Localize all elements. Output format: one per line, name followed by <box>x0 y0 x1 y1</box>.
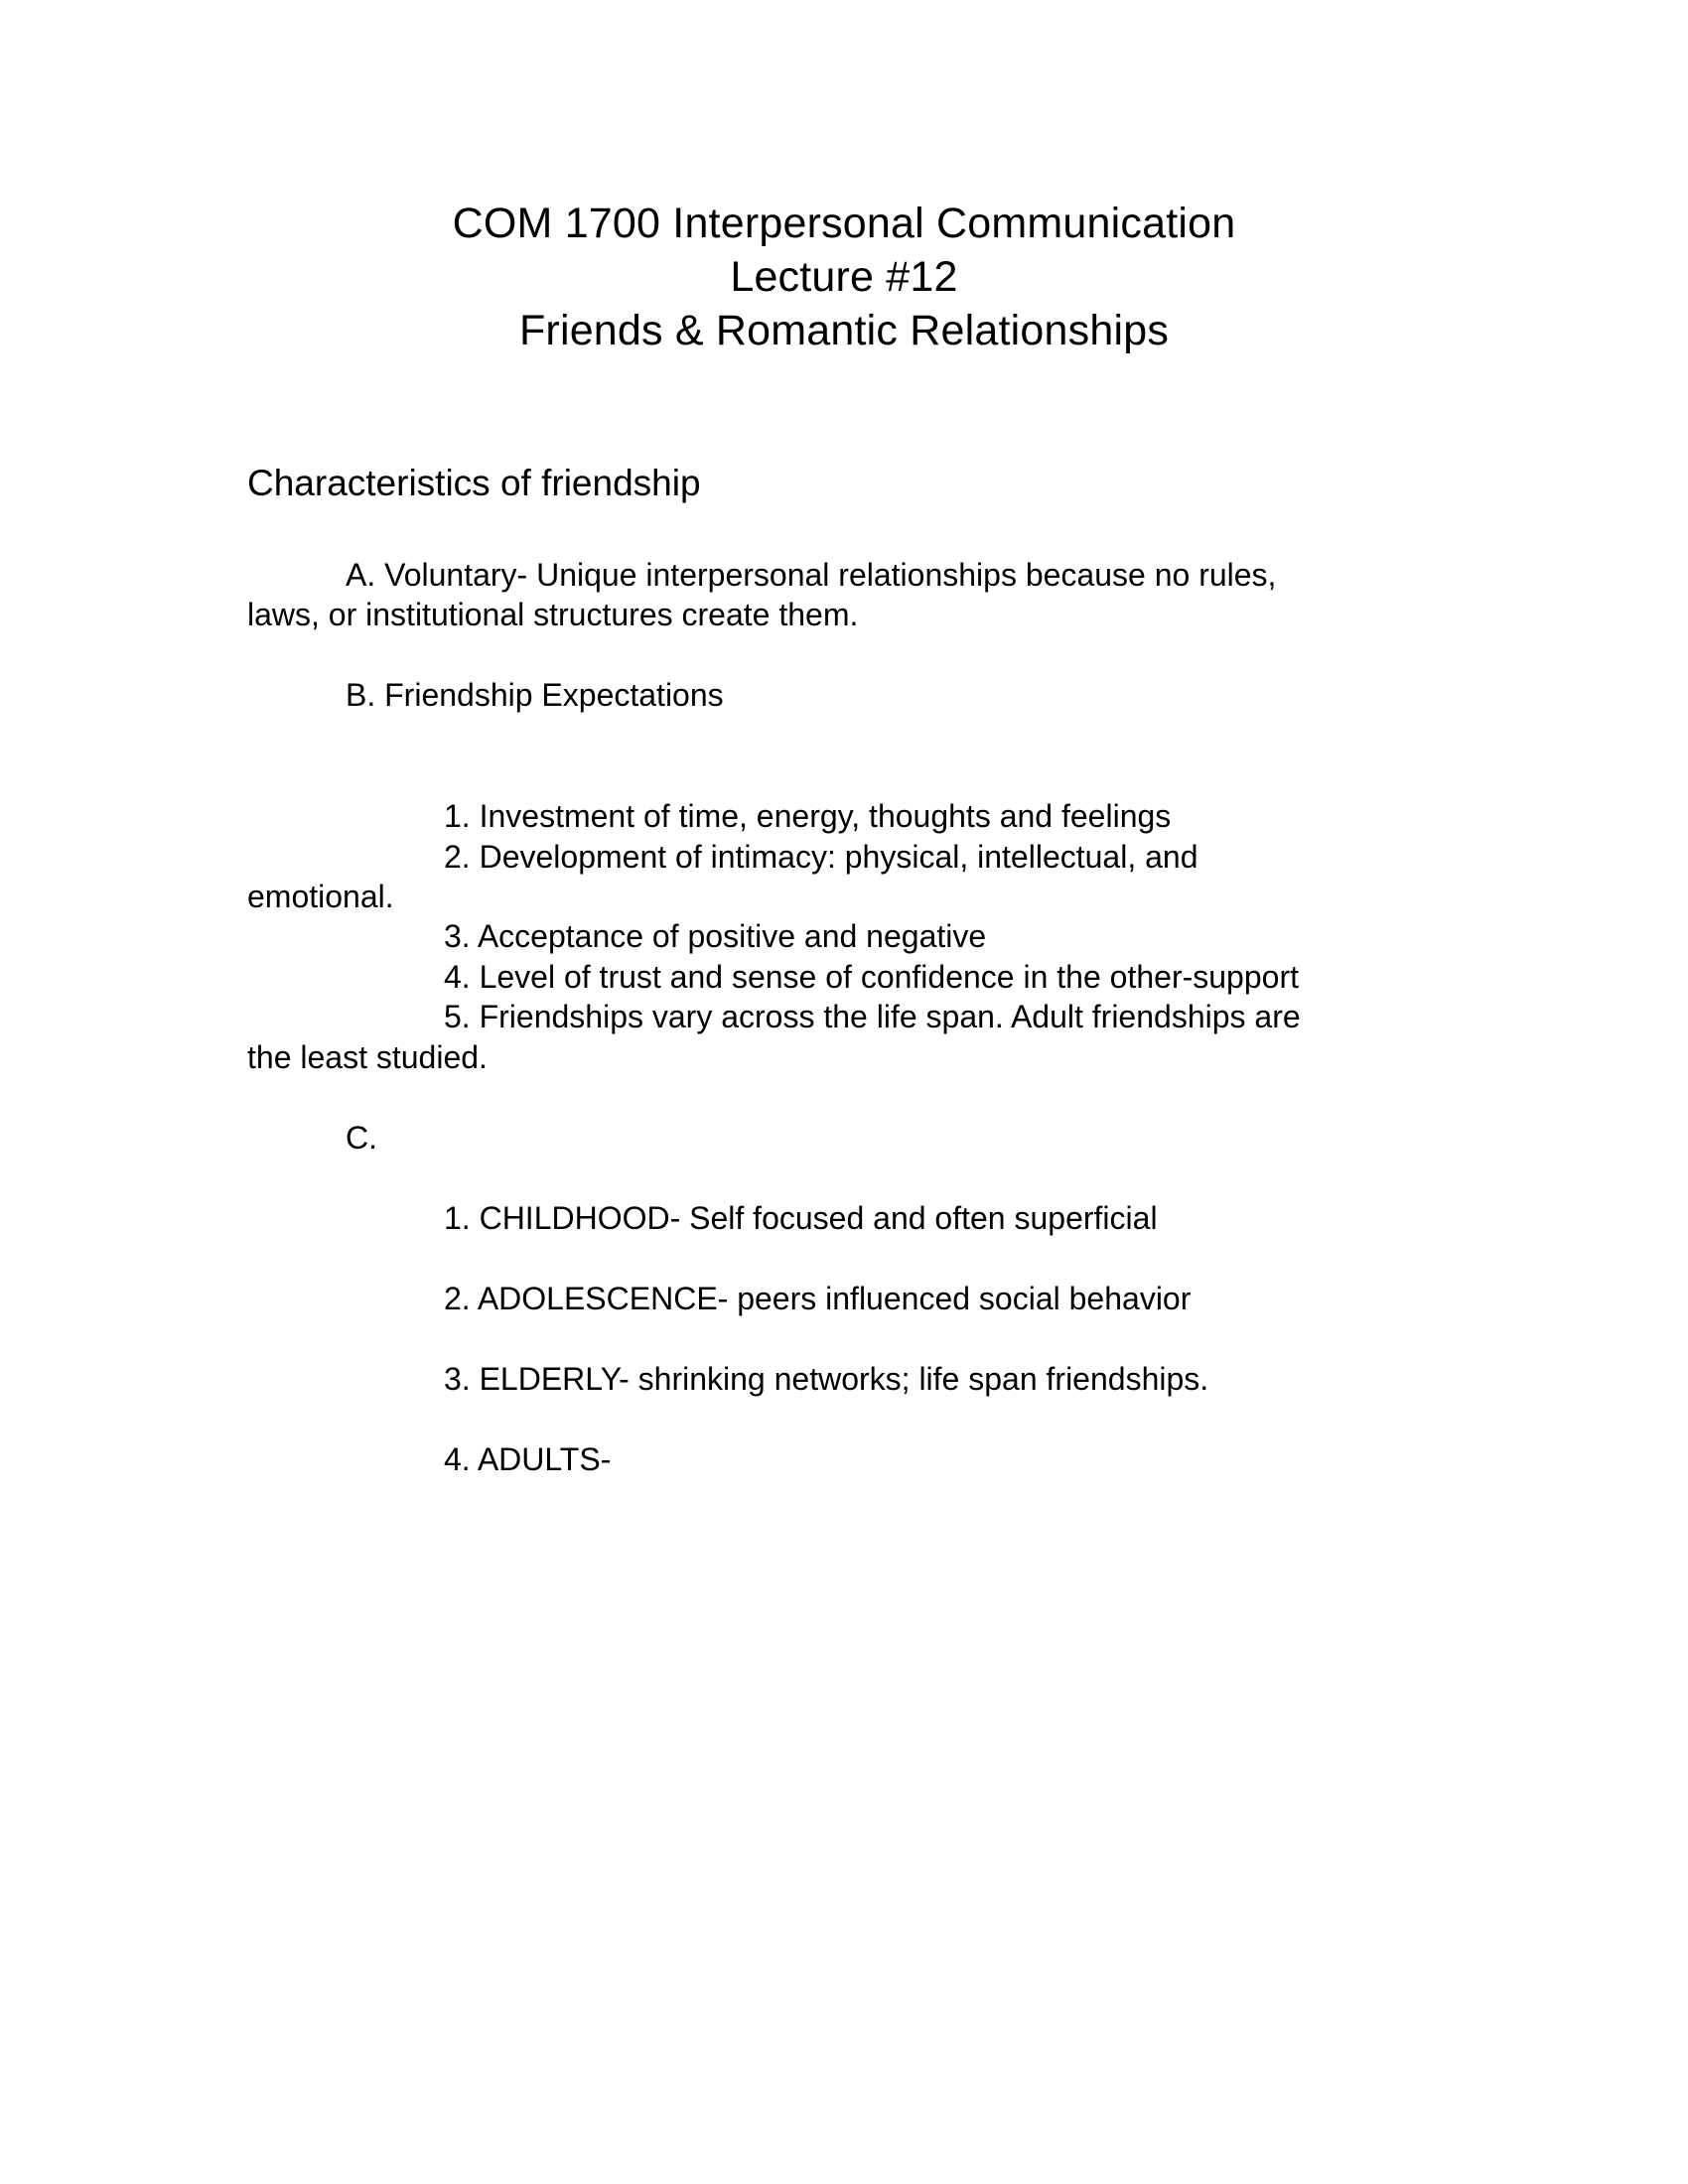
lecture-number: Lecture #12 <box>730 253 958 301</box>
life-stage-item-4: 4. ADULTS- <box>444 1441 612 1477</box>
point-a-line-1: A. Voluntary- Unique interpersonal relationships because no rules, <box>346 557 1277 593</box>
life-stage-item-1: 1. CHILDHOOD- Self focused and often superficial <box>444 1200 1158 1236</box>
life-stage-item-3: 3. ELDERLY- shrinking networks; life span friendships. <box>444 1361 1209 1397</box>
section-heading: Characteristics of friendship <box>247 463 701 503</box>
expectation-item-2: 2. Development of intimacy: physical, intellectual, and <box>444 839 1198 875</box>
life-stage-item-2: 2. ADOLESCENCE- peers influenced social behavior <box>444 1281 1192 1316</box>
expectation-item-5: 5. Friendships vary across the life span. Adult friendships are <box>444 999 1301 1034</box>
course-title: COM 1700 Interpersonal Communication <box>452 200 1236 247</box>
expectation-item-1: 1. Investment of time, energy, thoughts and feelings <box>444 798 1172 834</box>
expectation-item-5-cont: the least studied. <box>247 1039 488 1075</box>
document-title <box>0 197 1688 357</box>
expectation-item-4: 4. Level of trust and sense of confidence in the other-support <box>444 959 1299 995</box>
lecture-topic: Friends & Romantic Relationships <box>518 307 1170 354</box>
expectation-item-2-cont: emotional. <box>247 879 394 914</box>
point-b-label: B. Friendship Expectations <box>346 677 724 713</box>
point-a-line-2: laws, or institutional structures create them. <box>247 597 859 632</box>
point-c-label: C. <box>346 1120 377 1156</box>
expectation-item-3: 3. Acceptance of positive and negative <box>444 918 987 954</box>
